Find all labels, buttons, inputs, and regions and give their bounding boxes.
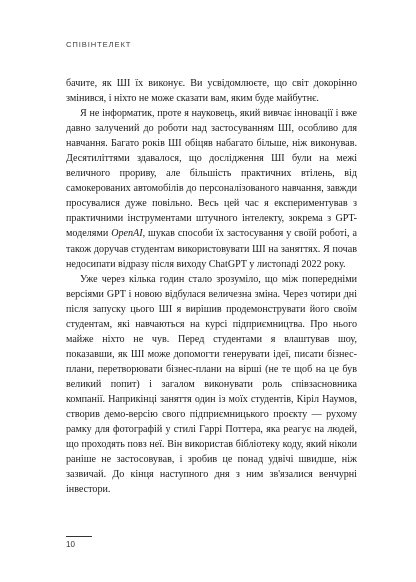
paragraph-2-emphasis: OpenAI xyxy=(111,228,143,240)
paragraph-1 xyxy=(66,76,357,106)
paragraph-2 xyxy=(66,106,357,272)
paragraph-1-text: бачите, як ШІ їх виконує. Ви усвідомлюєте, що світ докорінно змінився, і ніхто не може сказати вам, яким буде майбутнє. xyxy=(66,78,357,105)
paragraph-2-text-after: , шукав способи їх застосування у своїй роботі, а також доручав студентам використовувати ШІ на заняттях. Я почав недосипати відразу після виходу ChatGPT у листопаді 2022 року. xyxy=(66,228,357,270)
body-text xyxy=(66,76,357,497)
paragraph-3 xyxy=(66,272,357,498)
paragraph-3-text: Уже через кілька годин стало зрозуміло, що між попередніми версіями GPT і новою відбулася величезна зміна. Через чотири дні після запуску цього ШІ я вирішив продемонструвати його своїм студентам, які навчаються на курсі підприємництва. Про нього майже ніхто не чув. Перед студентами я влаштував шоу, показавши, як ШІ може допомогти генерувати ідеї, писати бізнес-плани, перетворювати бізнес-плани на вірші (не те щоб на це був великий попит) і загалом виконувати роль співзасновника компанії. Наприкінці заняття один із моїх студентів, Кіріл Наумов, створив демо-версію свого підприємницького проєкту — рухому рамку для фотографій у стилі Гаррі Поттера, яка реагує на людей, що проходять повз неї. Він використав бібліотеку коду, який ніколи раніше не застосовував, і зробив це понад удвічі швидше, ніж зазвичай. До кінця наступного дня з ним зв'язалися венчурні інвестори. xyxy=(66,273,357,496)
paragraph-2-text: Я не інформатик, проте я науковець, який вивчає інновації і вже давно залучений до роботи над застосуванням ШІ, особливо для навчання. Багато років ШІ обіцяв набагато більше, ніж виконував. Десятиліттями здавалося, що дослідження ШІ були на межі величного прориву, але більшість практичних втілень, від самокерованих автомобілів до персоналізованого навчання, завжди просувалися дуже повільно. Весь цей час я експериментував з практичними інструментами штучного інтелекту, зокрема з GPT-моделями xyxy=(66,108,357,240)
footer-rule xyxy=(66,536,92,537)
running-head: СПІВІНТЕЛЕКТ xyxy=(66,40,132,49)
page-number: 10 xyxy=(66,540,75,549)
